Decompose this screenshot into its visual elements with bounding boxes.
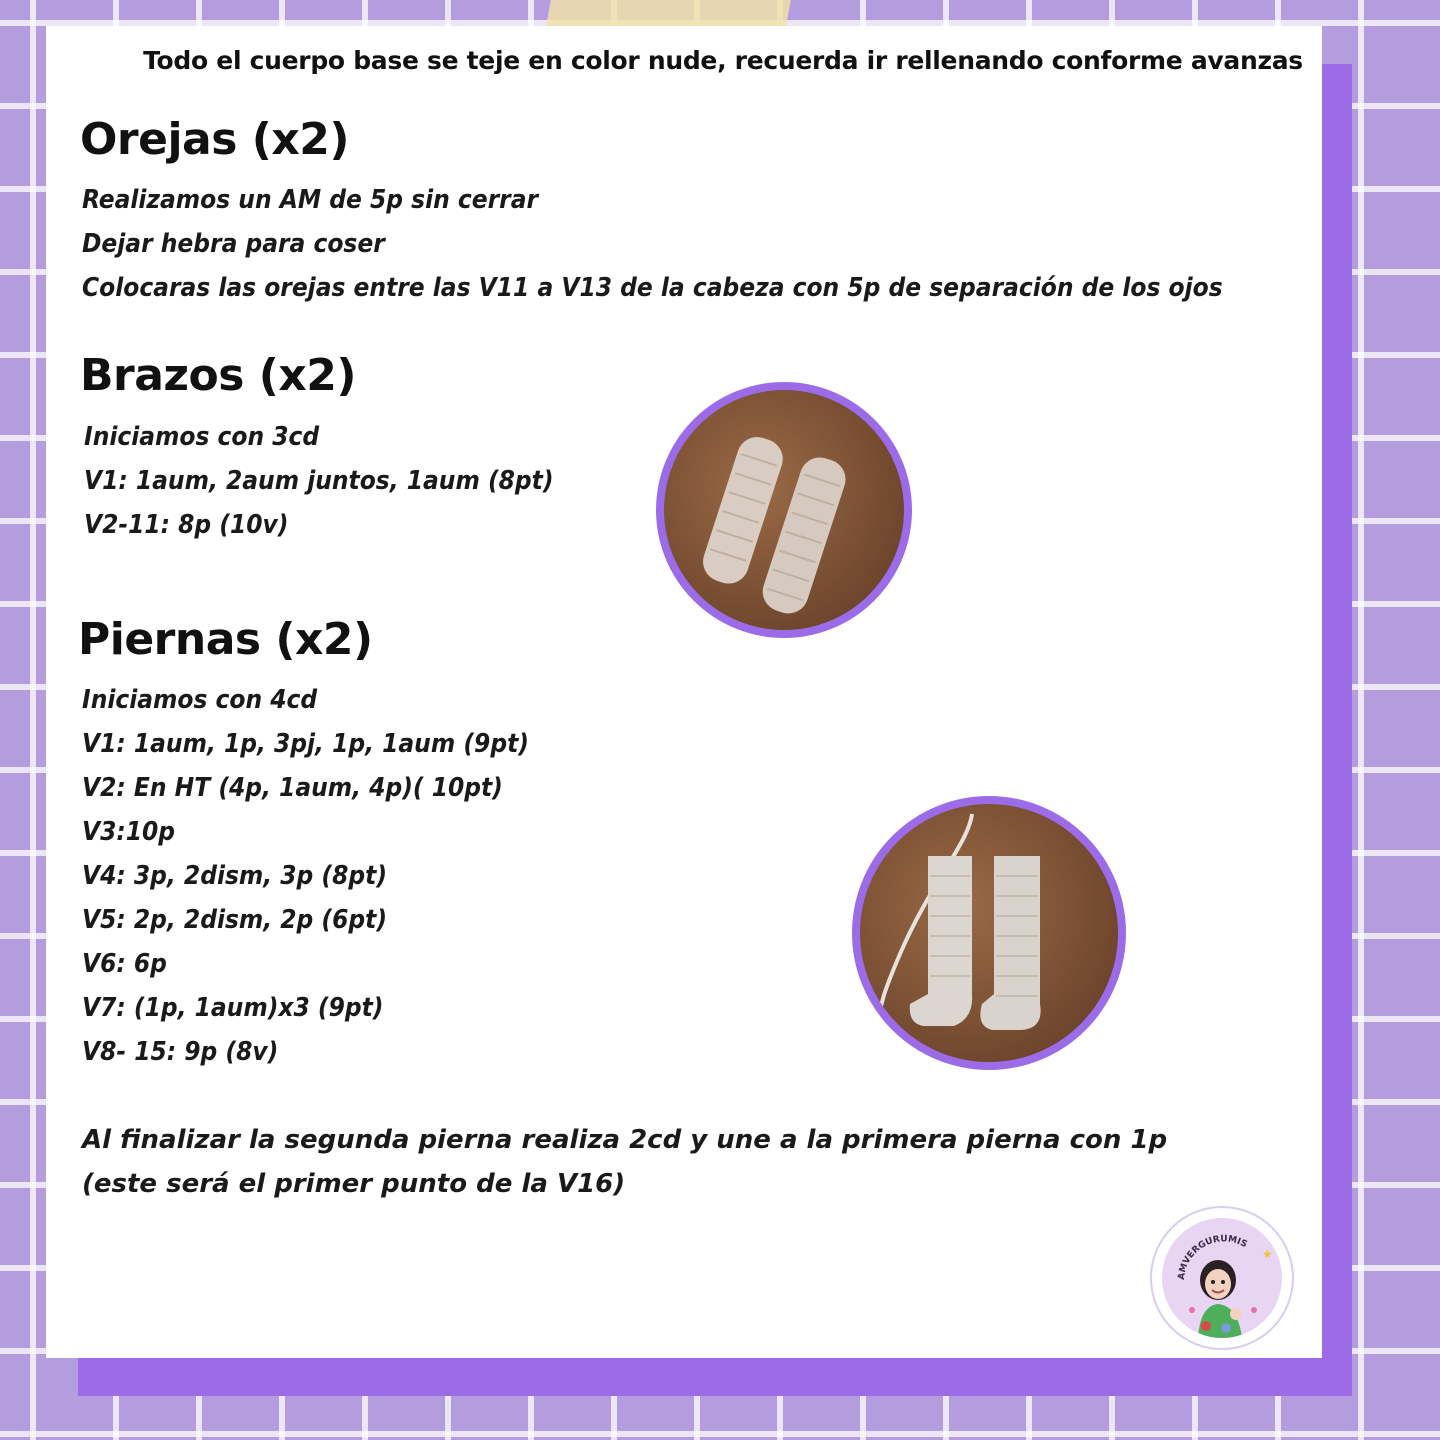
instruction-line: V4: 3p, 2dism, 3p (8pt) [82, 861, 388, 891]
brand-logo [1150, 1206, 1294, 1350]
section-title-brazos: Brazos (x2) [80, 350, 356, 401]
legs-photo [852, 796, 1126, 1070]
logo-text-path: AMVERGURUMIS [1176, 1234, 1249, 1281]
brazos-instructions [84, 415, 554, 547]
instruction-line: V8- 15: 9p (8v) [82, 1037, 279, 1067]
instruction-line: V3:10p [82, 817, 176, 847]
instruction-line: Iniciamos con 4cd [82, 685, 318, 715]
instruction-line: V2-11: 8p (10v) [84, 510, 289, 540]
instruction-line: V2: En HT (4p, 1aum, 4p)( 10pt) [82, 773, 503, 803]
arms-photo [656, 382, 912, 638]
orejas-instructions [82, 178, 1223, 310]
section-title-piernas: Piernas (x2) [78, 614, 373, 665]
section-title-orejas: Orejas (x2) [80, 114, 349, 165]
instruction-line: Dejar hebra para coser [82, 229, 385, 259]
instruction-line: Realizamos un AM de 5p sin cerrar [82, 185, 539, 215]
crocheted-legs-image [860, 804, 1118, 1062]
instruction-line: V1: 1aum, 1p, 3pj, 1p, 1aum (9pt) [82, 729, 529, 759]
instruction-line: Iniciamos con 3cd [84, 422, 320, 452]
pattern-card [46, 26, 1322, 1358]
logo-badge [1162, 1218, 1282, 1338]
header-note: Todo el cuerpo base se teje en color nude, recuerda ir rellenando conforme avanzas [143, 46, 1303, 75]
star-icon: ★ [1262, 1247, 1273, 1261]
final-note: Al finalizar la segunda pierna realiza 2cd y une a la primera pierna con 1p (este será el primer punto de la V16) [82, 1125, 1168, 1199]
instruction-line: V5: 2p, 2dism, 2p (6pt) [82, 905, 388, 935]
piernas-instructions [82, 678, 529, 1074]
crocheted-arms-image [664, 390, 904, 630]
instruction-line: V7: (1p, 1aum)x3 (9pt) [82, 993, 384, 1023]
instruction-line: Colocaras las orejas entre las V11 a V13 de la cabeza con 5p de separación de los ojos [82, 273, 1223, 303]
logo-illustration [1162, 1218, 1282, 1338]
instruction-line: V1: 1aum, 2aum juntos, 1aum (8pt) [84, 466, 554, 496]
instruction-line: V6: 6p [82, 949, 167, 979]
